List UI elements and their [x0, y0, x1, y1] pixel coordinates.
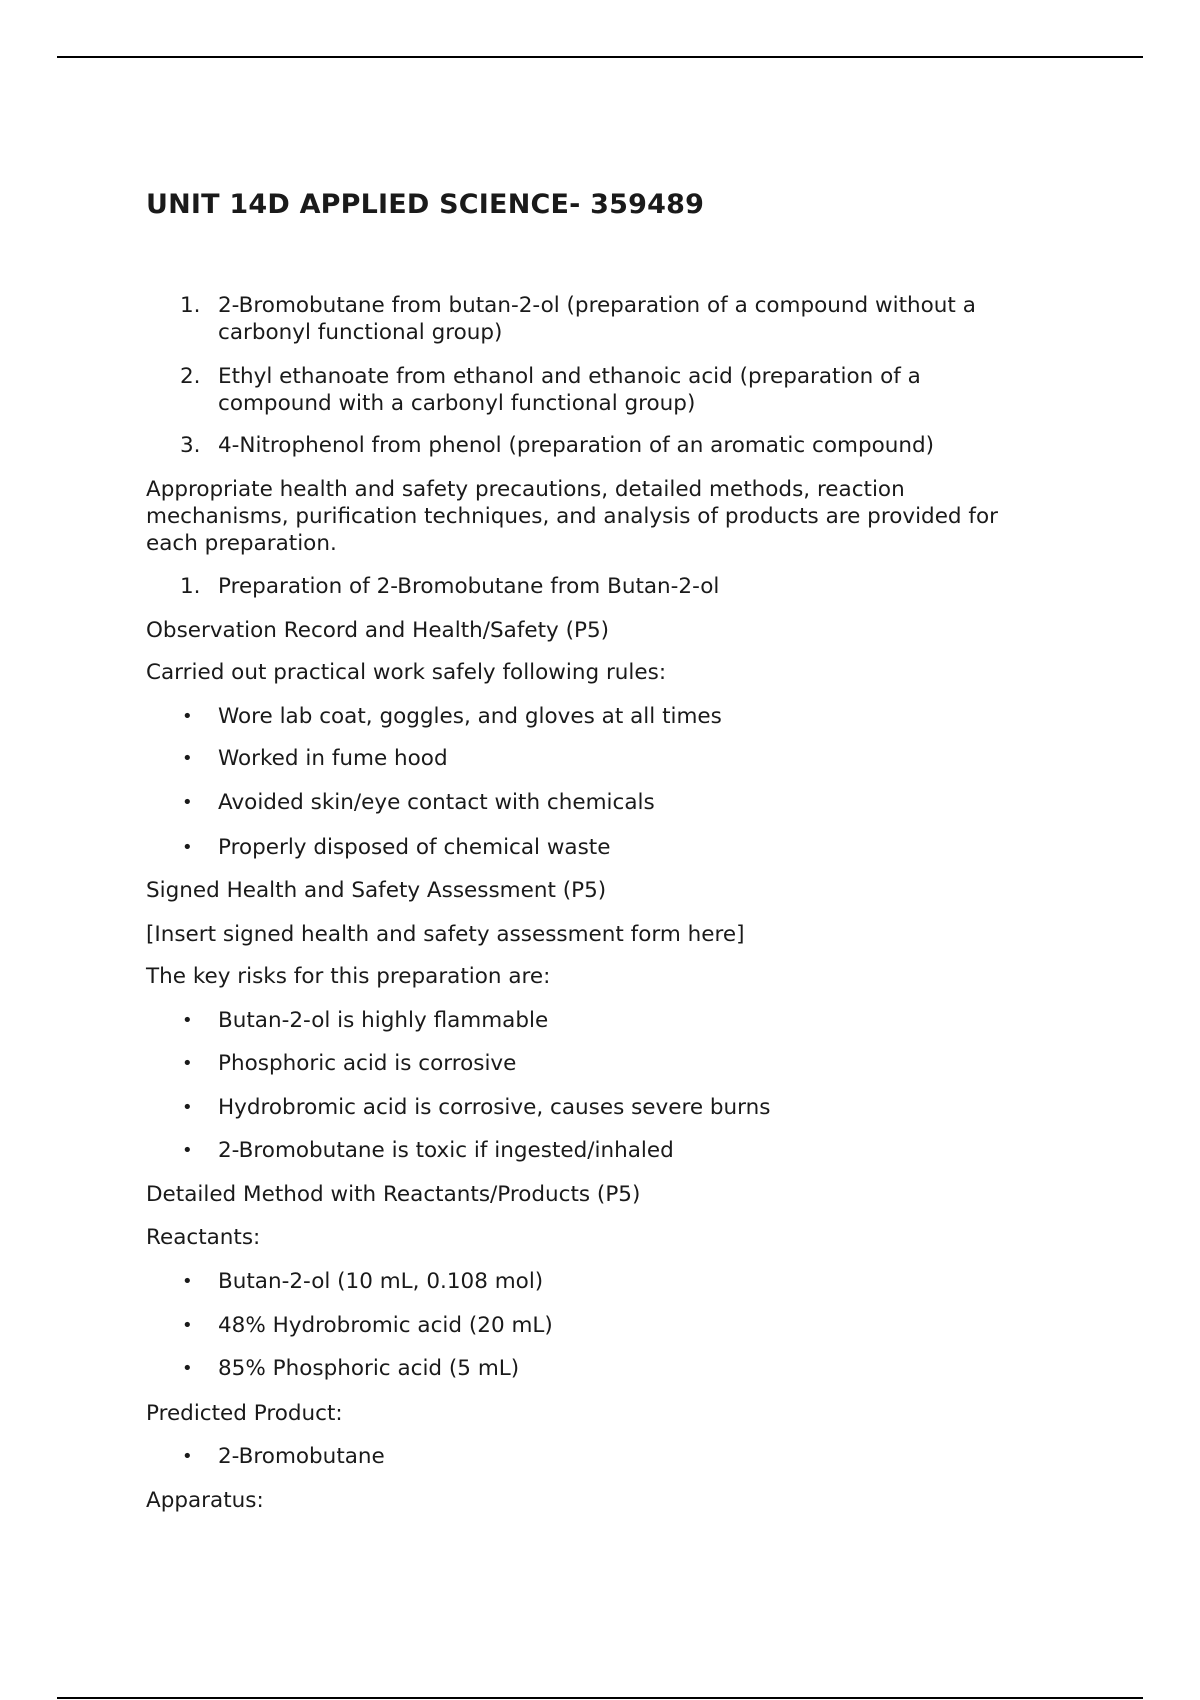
list-item-text: 48% Hydrobromic acid (20 mL) — [218, 1313, 553, 1338]
observation-heading: Observation Record and Health/Safety (P5) — [146, 618, 610, 643]
list-item-text: Worked in fume hood — [218, 746, 448, 771]
assessment-placeholder: [Insert signed health and safety assessment form here] — [146, 922, 745, 947]
list-item-text: Wore lab coat, goggles, and gloves at all times — [218, 704, 722, 729]
reactant-item — [146, 1355, 1046, 1382]
list-item-text: 2-Bromobutane — [218, 1444, 385, 1469]
product-item — [146, 1443, 1046, 1470]
list-item-text: Butan-2-ol is highly flammable — [218, 1008, 549, 1033]
intro-paragraph: Appropriate health and safety precautions, detailed methods, reaction mechanisms, purification techniques, and analysis of products are provided for each preparation. — [146, 477, 998, 556]
method-heading: Detailed Method with Reactants/Products (P5) — [146, 1182, 641, 1207]
list-item-text: Butan-2-ol (10 mL, 0.108 mol) — [218, 1269, 544, 1294]
safety-rule-item — [146, 703, 1046, 730]
top-rule — [57, 56, 1143, 58]
list-item-text: Ethyl ethanoate from ethanol and ethanoic acid (preparation of a compound with a carbonyl functional group) — [218, 364, 921, 416]
bullet-icon: • — [182, 837, 193, 858]
safety-rule-item — [146, 745, 1046, 772]
product-label: Predicted Product: — [146, 1401, 343, 1426]
list-item-text: Properly disposed of chemical waste — [218, 835, 611, 860]
apparatus-label: Apparatus: — [146, 1488, 264, 1513]
list-number: 1. — [180, 293, 201, 318]
bullet-icon: • — [182, 706, 193, 727]
risk-item — [146, 1094, 1046, 1121]
risk-item — [146, 1137, 1046, 1164]
list-item-text: Hydrobromic acid is corrosive, causes severe burns — [218, 1095, 771, 1120]
risk-item — [146, 1007, 1046, 1034]
document-title: UNIT 14D APPLIED SCIENCE- 359489 — [146, 189, 705, 220]
list-item-text: Phosphoric acid is corrosive — [218, 1051, 517, 1076]
reactant-item — [146, 1268, 1046, 1295]
bullet-icon: • — [182, 1010, 193, 1031]
safety-rule-item — [146, 789, 1046, 816]
list-item-text: 85% Phosphoric acid (5 mL) — [218, 1356, 520, 1381]
bullet-icon: • — [182, 1446, 193, 1467]
bullet-icon: • — [182, 1140, 193, 1161]
bullet-icon: • — [182, 792, 193, 813]
reactant-item — [146, 1312, 1046, 1339]
list-item-text: 2-Bromobutane is toxic if ingested/inhaled — [218, 1138, 674, 1163]
intro-list-item — [146, 292, 1046, 346]
bottom-rule — [57, 1697, 1143, 1699]
safety-rule-item — [146, 834, 1046, 861]
bullet-icon: • — [182, 1097, 193, 1118]
reactants-label: Reactants: — [146, 1225, 261, 1250]
bullet-icon: • — [182, 1315, 193, 1336]
assessment-heading: Signed Health and Safety Assessment (P5) — [146, 878, 607, 903]
list-item-text: Avoided skin/eye contact with chemicals — [218, 790, 655, 815]
list-number: 3. — [180, 433, 201, 458]
section-heading — [146, 573, 1046, 600]
list-number: 2. — [180, 364, 201, 389]
section-number: 1. — [180, 574, 201, 599]
risk-item — [146, 1050, 1046, 1077]
section-title: Preparation of 2-Bromobutane from Butan-2-ol — [218, 574, 720, 599]
bullet-icon: • — [182, 1053, 193, 1074]
intro-list-item — [146, 432, 1046, 459]
bullet-icon: • — [182, 1358, 193, 1379]
list-item-text: 2-Bromobutane from butan-2-ol (preparation of a compound without a carbonyl functional group) — [218, 293, 976, 345]
intro-list-item — [146, 363, 1046, 417]
safety-intro: Carried out practical work safely following rules: — [146, 660, 667, 685]
bullet-icon: • — [182, 748, 193, 769]
bullet-icon: • — [182, 1271, 193, 1292]
list-item-text: 4-Nitrophenol from phenol (preparation of an aromatic compound) — [218, 433, 935, 458]
risks-intro: The key risks for this preparation are: — [146, 964, 551, 989]
